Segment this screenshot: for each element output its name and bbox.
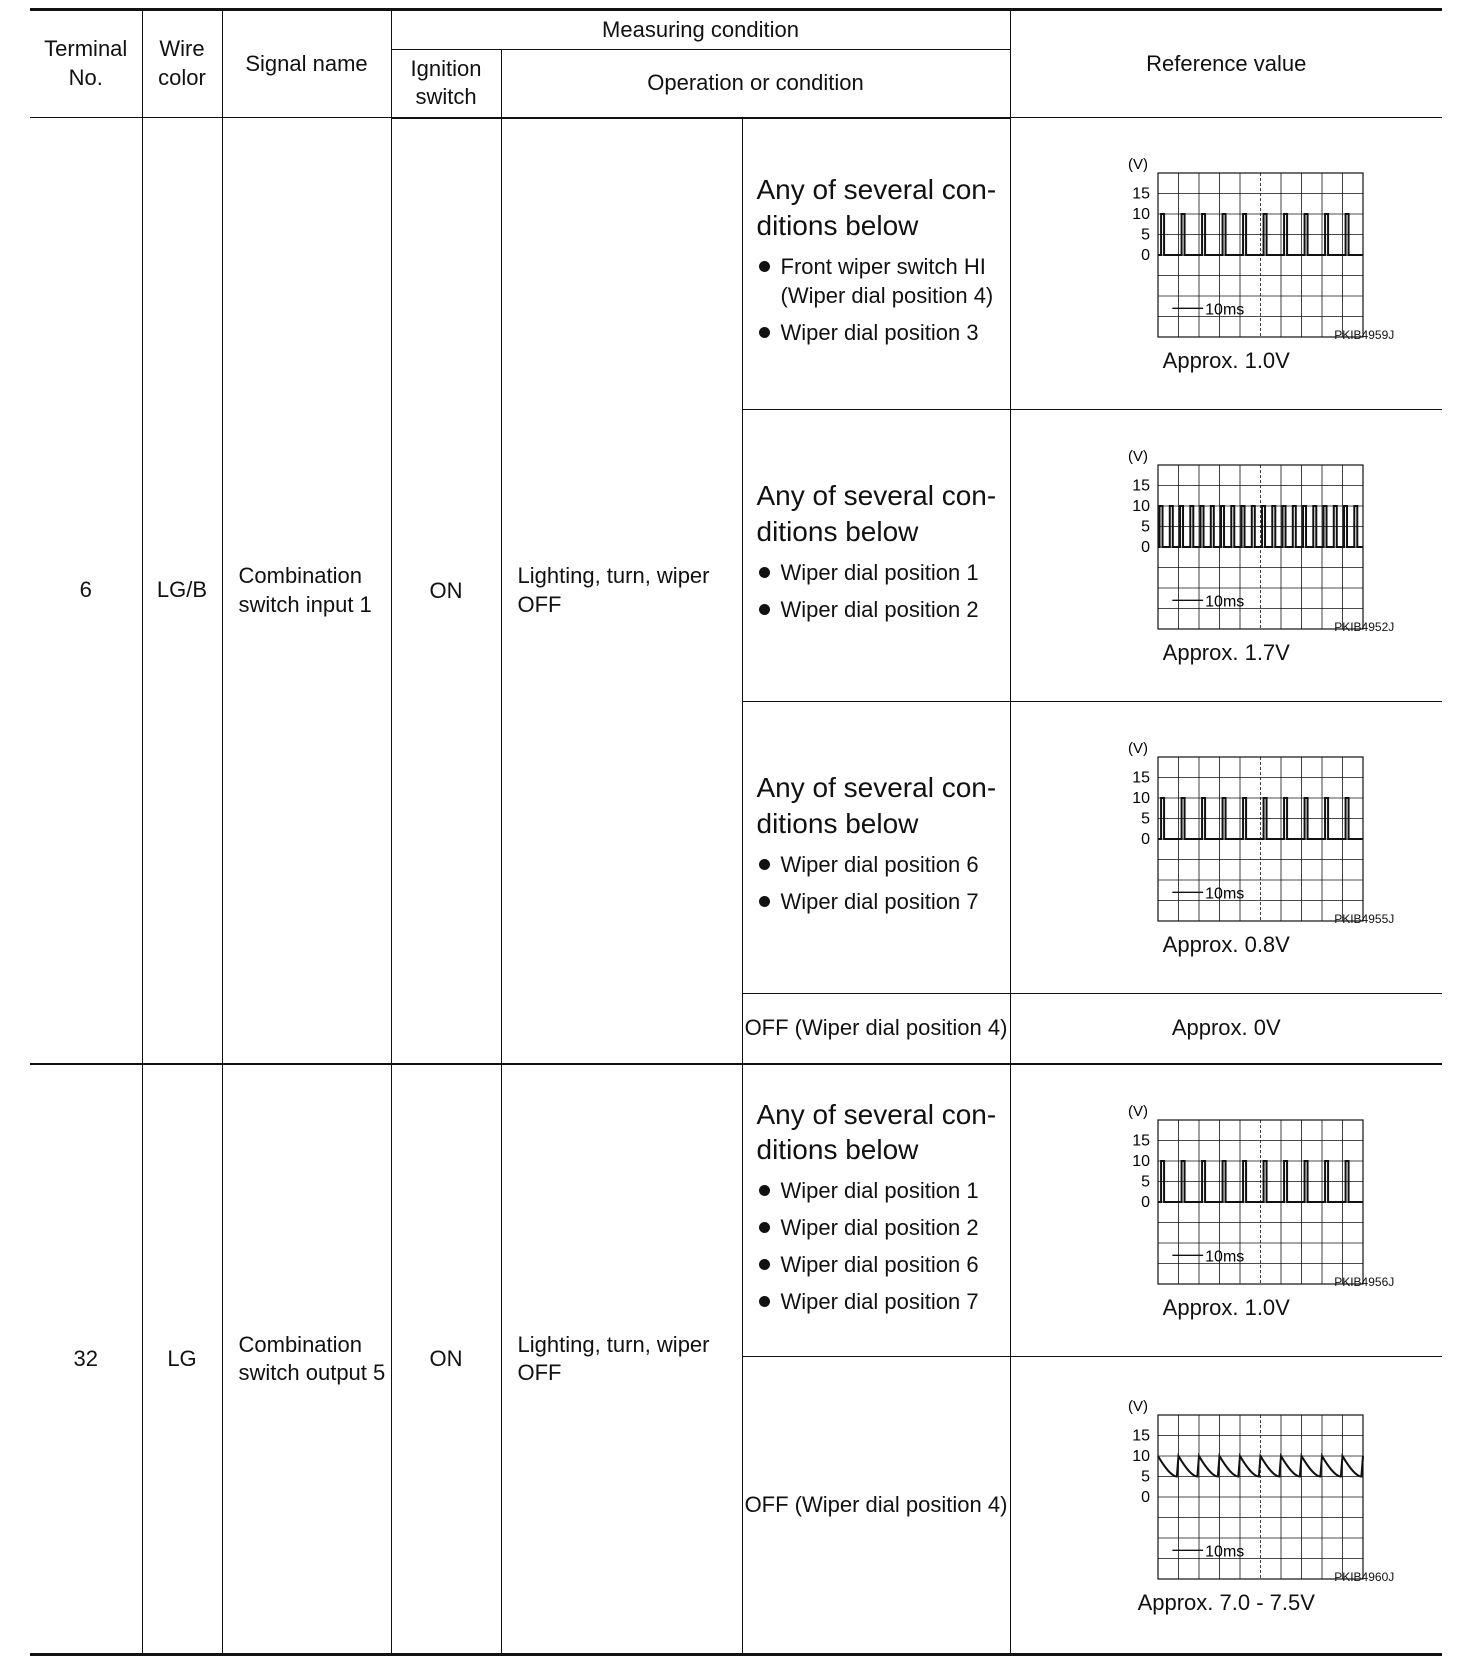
y-tick-label: 15 bbox=[1132, 1132, 1151, 1150]
y-tick-label: 0 bbox=[1141, 1488, 1151, 1506]
waveform-figure bbox=[1056, 1393, 1396, 1584]
reference-cell bbox=[1010, 1356, 1442, 1654]
terminal-no: 6 bbox=[30, 118, 142, 1065]
y-tick-label: 10 bbox=[1132, 498, 1151, 516]
y-axis-unit: (V) bbox=[1128, 1103, 1149, 1121]
y-tick-label: 0 bbox=[1141, 830, 1151, 848]
condition-item: Wiper dial position 1 bbox=[757, 1176, 1002, 1205]
condition-item: Wiper dial position 6 bbox=[757, 1250, 1002, 1279]
operation: Lighting, turn, wiper OFF bbox=[501, 1064, 742, 1654]
waveform-chart bbox=[1056, 1393, 1396, 1584]
condition-item: Wiper dial position 3 bbox=[757, 318, 1002, 347]
reference-value: Approx. 1.7V bbox=[1162, 640, 1290, 666]
figure-code: PKIB4956J bbox=[1334, 1275, 1395, 1290]
reference-cell bbox=[1010, 1064, 1442, 1356]
condition-cell bbox=[742, 1064, 1010, 1356]
y-tick-label: 0 bbox=[1141, 539, 1151, 557]
reference-value: Approx. 1.0V bbox=[1162, 1295, 1290, 1321]
y-tick-label: 0 bbox=[1141, 247, 1151, 265]
signal-name: Combination switch input 1 bbox=[222, 118, 391, 1065]
condition-item: Wiper dial position 2 bbox=[757, 1213, 1002, 1242]
y-tick-label: 10 bbox=[1132, 1447, 1151, 1465]
condition-off: OFF (Wiper dial position 4) bbox=[742, 993, 1010, 1064]
condition-off: OFF (Wiper dial position 4) bbox=[742, 1356, 1010, 1654]
condition-list bbox=[757, 558, 1002, 624]
terminal-spec-table bbox=[30, 8, 1442, 1656]
figure-code: PKIB4952J bbox=[1334, 620, 1395, 635]
waveform-chart bbox=[1056, 1098, 1396, 1290]
condition-heading: Any of several con-ditions below bbox=[756, 772, 997, 840]
reference-cell bbox=[1010, 409, 1442, 701]
reference-value: Approx. 1.0V bbox=[1162, 348, 1290, 374]
wire-color: LG bbox=[142, 1064, 222, 1654]
condition-heading: Any of several con-ditions below bbox=[756, 1098, 997, 1166]
figure-code: PKIB4955J bbox=[1334, 911, 1395, 926]
time-scale-label: 10ms bbox=[1205, 1248, 1245, 1266]
y-tick-label: 15 bbox=[1132, 769, 1151, 787]
y-tick-label: 15 bbox=[1132, 477, 1151, 495]
terminal-no: 32 bbox=[30, 1064, 142, 1654]
condition-heading: Any of several con-ditions below bbox=[756, 174, 997, 242]
header-operation-condition: Operation or condition bbox=[501, 50, 1010, 118]
condition-list bbox=[757, 850, 1002, 916]
y-tick-label: 15 bbox=[1132, 185, 1151, 203]
y-tick-label: 0 bbox=[1141, 1194, 1151, 1212]
condition-item: Wiper dial position 2 bbox=[757, 595, 1002, 624]
condition-item: Wiper dial position 1 bbox=[757, 558, 1002, 587]
figure-code: PKIB4960J bbox=[1334, 1569, 1395, 1584]
condition-item: Wiper dial position 7 bbox=[757, 887, 1002, 916]
waveform-chart bbox=[1056, 151, 1396, 343]
reference-value: Approx. 0V bbox=[1010, 993, 1442, 1064]
y-tick-label: 10 bbox=[1132, 1153, 1151, 1171]
y-tick-label: 5 bbox=[1141, 1468, 1151, 1486]
header-terminal-no: Terminal No. bbox=[30, 10, 142, 118]
y-axis-unit: (V) bbox=[1128, 156, 1149, 174]
header-measuring-condition: Measuring condition bbox=[391, 10, 1010, 50]
reference-cell bbox=[1010, 701, 1442, 993]
wire-color: LG/B bbox=[142, 118, 222, 1065]
y-axis-unit: (V) bbox=[1128, 739, 1149, 757]
ignition-switch: ON bbox=[391, 118, 501, 1065]
y-tick-label: 5 bbox=[1141, 810, 1151, 828]
ignition-switch: ON bbox=[391, 1064, 501, 1654]
waveform-figure bbox=[1056, 1098, 1396, 1290]
y-tick-label: 5 bbox=[1141, 518, 1151, 536]
reference-value: Approx. 7.0 - 7.5V bbox=[1137, 1589, 1315, 1615]
condition-list bbox=[757, 1176, 1002, 1316]
header-ignition-switch: Ignition switch bbox=[391, 50, 501, 118]
condition-item: Wiper dial position 7 bbox=[757, 1287, 1002, 1316]
condition-cell bbox=[742, 409, 1010, 701]
condition-item: Front wiper switch HI (Wiper dial position 4) bbox=[757, 252, 1002, 310]
waveform-trace bbox=[1158, 1456, 1363, 1477]
header-wire-color: Wire color bbox=[142, 10, 222, 118]
time-scale-label: 10ms bbox=[1205, 593, 1245, 611]
y-tick-label: 10 bbox=[1132, 789, 1151, 807]
reference-cell bbox=[1010, 118, 1442, 410]
time-scale-label: 10ms bbox=[1205, 885, 1245, 903]
waveform-figure bbox=[1056, 735, 1396, 926]
condition-item: Wiper dial position 6 bbox=[757, 850, 1002, 879]
operation: Lighting, turn, wiper OFF bbox=[501, 118, 742, 1065]
condition-cell bbox=[742, 701, 1010, 993]
time-scale-label: 10ms bbox=[1205, 1542, 1245, 1560]
y-tick-label: 5 bbox=[1141, 226, 1151, 244]
y-axis-unit: (V) bbox=[1128, 448, 1149, 466]
header-reference-value: Reference value bbox=[1010, 10, 1442, 118]
waveform-figure bbox=[1056, 443, 1396, 635]
condition-heading: Any of several con-ditions below bbox=[756, 480, 997, 548]
waveform-figure bbox=[1056, 151, 1396, 343]
y-tick-label: 10 bbox=[1132, 206, 1151, 224]
waveform-chart bbox=[1056, 735, 1396, 926]
reference-value: Approx. 0.8V bbox=[1162, 931, 1290, 957]
y-tick-label: 5 bbox=[1141, 1173, 1151, 1191]
y-tick-label: 15 bbox=[1132, 1427, 1151, 1445]
time-scale-label: 10ms bbox=[1205, 301, 1245, 319]
condition-list bbox=[757, 252, 1002, 347]
waveform-chart bbox=[1056, 443, 1396, 635]
condition-cell bbox=[742, 118, 1010, 410]
header-signal-name: Signal name bbox=[222, 10, 391, 118]
y-axis-unit: (V) bbox=[1128, 1397, 1149, 1415]
signal-name: Combination switch output 5 bbox=[222, 1064, 391, 1654]
figure-code: PKIB4959J bbox=[1334, 328, 1395, 343]
